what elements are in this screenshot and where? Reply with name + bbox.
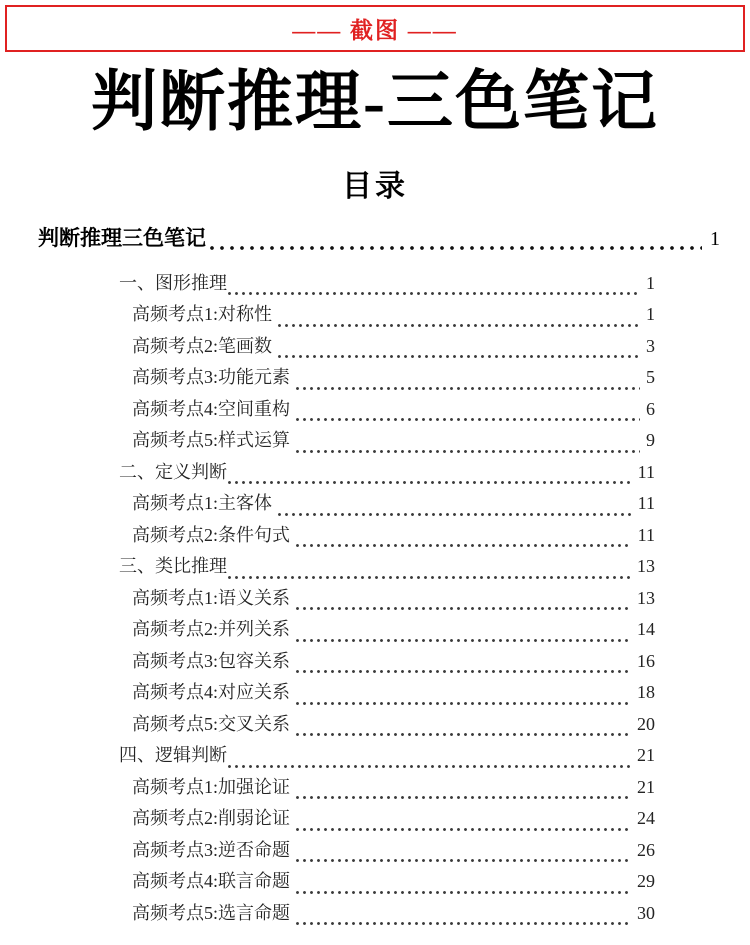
toc-entry-page: 14: [637, 619, 655, 640]
toc-entry-label: 四、逻辑判断: [119, 745, 227, 766]
toc-entry[interactable]: [0, 552, 750, 584]
dot-leader: [296, 386, 640, 391]
toc-entry[interactable]: [0, 899, 750, 931]
toc-entry[interactable]: [0, 426, 750, 458]
toc-entry[interactable]: [0, 332, 750, 364]
toc-entry-page: 26: [637, 839, 655, 860]
toc-entry[interactable]: [0, 867, 750, 899]
dot-leader: [296, 858, 631, 863]
dot-leader: [296, 921, 631, 926]
toc-entry-label: 三、类比推理: [119, 556, 227, 577]
toc-entry-label: 高频考点2:削弱论证: [132, 808, 291, 829]
toc-entry-label: 高频考点1:加强论证: [132, 776, 291, 797]
dot-leader: [228, 764, 631, 769]
dot-leader: [296, 827, 631, 832]
toc-entry-label: 高频考点4:空间重构: [132, 398, 291, 419]
toc-entry-page: 20: [637, 713, 655, 734]
toc-entry[interactable]: [0, 647, 750, 679]
toc-entry-label: 判断推理三色笔记: [38, 226, 206, 250]
toc-entry-page: 29: [637, 871, 655, 892]
toc-entry[interactable]: [0, 363, 750, 395]
toc-entry-page: 24: [637, 808, 655, 829]
toc-entry[interactable]: [0, 521, 750, 553]
toc-entry-page: 5: [646, 367, 655, 388]
dot-leader: [296, 732, 631, 737]
toc-entry[interactable]: [0, 741, 750, 773]
dot-leader: [278, 512, 632, 517]
toc-entry-page: 3: [646, 335, 655, 356]
toc-entry-page: 9: [646, 430, 655, 451]
toc-entry-page: 18: [637, 682, 655, 703]
toc-heading: 目录: [342, 169, 408, 203]
toc-entry-page: 11: [637, 493, 655, 514]
toc-entry-page: 21: [637, 745, 655, 766]
toc-entry[interactable]: [0, 489, 750, 521]
toc-entry-label: 二、定义判断: [119, 461, 227, 482]
toc-entry[interactable]: [0, 269, 750, 301]
toc-list: [0, 222, 750, 931]
toc-entry-label: 高频考点5:交叉关系: [132, 713, 291, 734]
toc-entry-page: 21: [637, 776, 655, 797]
page-title: 判断推理-三色笔记: [91, 66, 659, 139]
toc-entry-page: 11: [637, 461, 655, 482]
toc-entry-label: 高频考点5:样式运算: [132, 430, 291, 451]
dot-leader: [210, 245, 702, 251]
toc-entry[interactable]: [0, 584, 750, 616]
toc-entry[interactable]: [0, 804, 750, 836]
screenshot-banner-label: —— 截图 ——: [292, 18, 458, 43]
dot-leader: [296, 669, 631, 674]
dot-leader: [296, 449, 640, 454]
dot-leader: [228, 291, 640, 296]
toc-entry-page: 6: [646, 398, 655, 419]
dot-leader: [296, 701, 631, 706]
toc-entry-label: 高频考点4:联言命题: [132, 871, 291, 892]
toc-entry-label: 高频考点1:语义关系: [132, 587, 291, 608]
toc-entry-label: 高频考点3:包容关系: [132, 650, 291, 671]
toc-entry-page: 30: [637, 902, 655, 923]
dot-leader: [296, 606, 631, 611]
toc-entry-label: 高频考点2:条件句式: [132, 524, 291, 545]
toc-entry[interactable]: [0, 678, 750, 710]
toc-entry-page: 13: [637, 556, 655, 577]
dot-leader: [296, 543, 632, 548]
dot-leader: [228, 480, 632, 485]
dot-leader: [296, 890, 631, 895]
toc-entry[interactable]: [0, 395, 750, 427]
toc-entry-label: 一、图形推理: [119, 272, 227, 293]
toc-entry[interactable]: [0, 458, 750, 490]
dot-leader: [296, 638, 631, 643]
toc-entry-page: 16: [637, 650, 655, 671]
toc-entry-page: 1: [710, 227, 720, 250]
toc-entry-page: 13: [637, 587, 655, 608]
toc-entry-page: 1: [646, 272, 655, 293]
dot-leader: [296, 417, 640, 422]
dot-leader: [278, 323, 640, 328]
toc-entry-label: 高频考点2:笔画数: [132, 335, 273, 356]
toc-entry-label: 高频考点2:并列关系: [132, 619, 291, 640]
toc-entry[interactable]: [0, 300, 750, 332]
toc-entry-page: 11: [637, 524, 655, 545]
toc-entry[interactable]: [0, 615, 750, 647]
toc-entry-label: 高频考点5:选言命题: [132, 902, 291, 923]
toc-entry-label: 高频考点1:主客体: [132, 493, 273, 514]
dot-leader: [278, 354, 640, 359]
toc-entry-label: 高频考点1:对称性: [132, 304, 273, 325]
toc-entry[interactable]: [0, 773, 750, 805]
toc-entry-page: 1: [646, 304, 655, 325]
toc-entry-label: 高频考点3:功能元素: [132, 367, 291, 388]
toc-entry-label: 高频考点3:逆否命题: [132, 839, 291, 860]
toc-entry-label: 高频考点4:对应关系: [132, 682, 291, 703]
toc-entry[interactable]: [0, 710, 750, 742]
dot-leader: [228, 575, 631, 580]
toc-entry[interactable]: [0, 836, 750, 868]
toc-entry[interactable]: [0, 222, 750, 256]
dot-leader: [296, 795, 631, 800]
screenshot-banner: [5, 5, 745, 52]
